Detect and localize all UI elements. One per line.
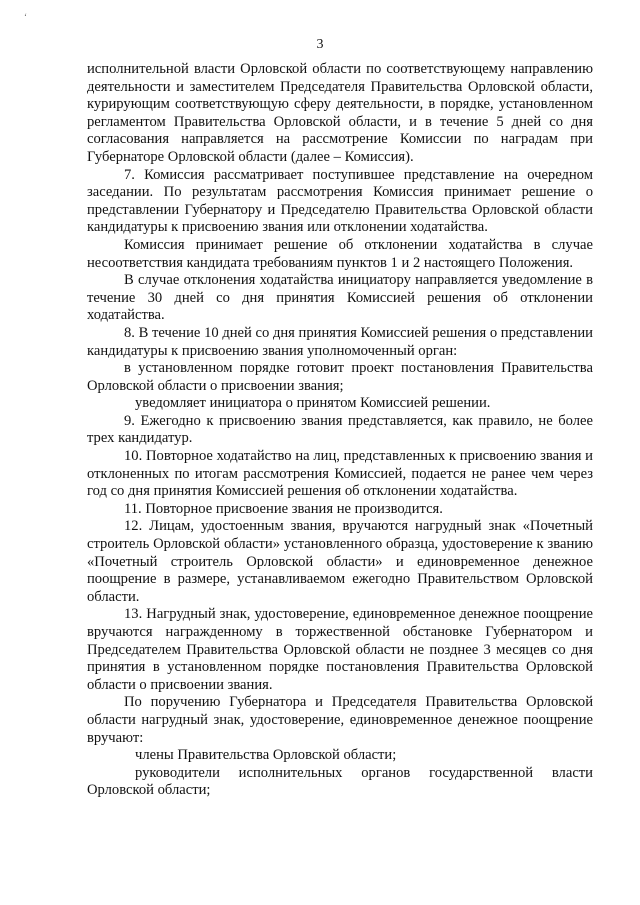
page-number: 3 [316,37,324,52]
paragraph-delegation: По поручению Губернатора и Председателя Правительства Орловской области нагрудный знак, удостоверение, единовременное денежное поощрение вручают: [87,694,593,746]
document-body [87,61,593,800]
paragraph-item-13: 13. Нагрудный знак, удостоверение, единовременное денежное поощрение вручаются награжденному в торжественной обстановке Губернатором и Председателем Правительства Орловской области не позднее 3 месяцев со дня принятия в установленном порядке постановления Правительства Орловской области о присвоении звания. [87,606,593,693]
paragraph-item-7: 7. Комиссия рассматривает поступившее представление на очередном заседании. По результатам рассмотрения Комиссия принимает решение о представлении Губернатору и Председателю Правительства Орловской области кандидатуры к присвоению звания или отклонении ходатайства. [87,166,593,236]
paragraph-rejection-notice: В случае отклонения ходатайства инициатору направляется уведомление в течение 30 дней со дня принятия Комиссией решения об отклонении ходатайства. [87,272,593,324]
paragraph-continuation: исполнительной власти Орловской области по соответствующему направлению деятельности и заместителем Председателя Правительства Орловской области, курирующим соответствующую сферу деятельности, в порядке, установленном регламентом Правительства Орловской области, и в течение 5 дней со дня согласования направляется на рассмотрение Комиссии по наградам при Губернаторе Орловской области (далее – Комиссия). [87,61,593,165]
paragraph-delegation-item-1: члены Правительства Орловской области; [135,747,397,764]
paragraph-item-8: 8. В течение 10 дней со дня принятия Комиссией решения о представлении кандидатуры к присвоению звания уполномоченный орган: [87,324,593,359]
paragraph-delegation-item-2: руководители исполнительных органов государственной власти Орловской области; [87,764,593,799]
scan-mark: ‘ [24,12,27,22]
paragraph-item-10: 10. Повторное ходатайство на лиц, представленных к присвоению звания и отклоненных по итогам рассмотрения Комиссией, подается не ранее чем через год со дня принятия Комиссией решения об отклонении ходатайства. [87,448,593,500]
paragraph-rejection-criteria: Комиссия принимает решение об отклонении ходатайства в случае несоответствия кандидата требованиям пунктов 1 и 2 настоящего Положения. [87,236,593,271]
paragraph-item-8-sub-1: в установленном порядке готовит проект постановления Правительства Орловской области о присвоении звания; [87,360,593,394]
paragraph-item-9: 9. Ежегодно к присвоению звания представляется, как правило, не более трех кандидатур. [87,412,593,447]
paragraph-item-12: 12. Лицам, удостоенным звания, вручаются нагрудный знак «Почетный строитель Орловской области» установленного образца, удостоверение к званию «Почетный строитель Орловской области» и единовременное денежное поощрение в размере, устанавливаемом ежегодно Правительством Орловской области. [87,518,593,605]
paragraph-item-11: 11. Повторное присвоение звания не производится. [124,500,443,517]
paragraph-item-8-sub-2: уведомляет инициатора о принятом Комиссией решении. [135,395,491,412]
